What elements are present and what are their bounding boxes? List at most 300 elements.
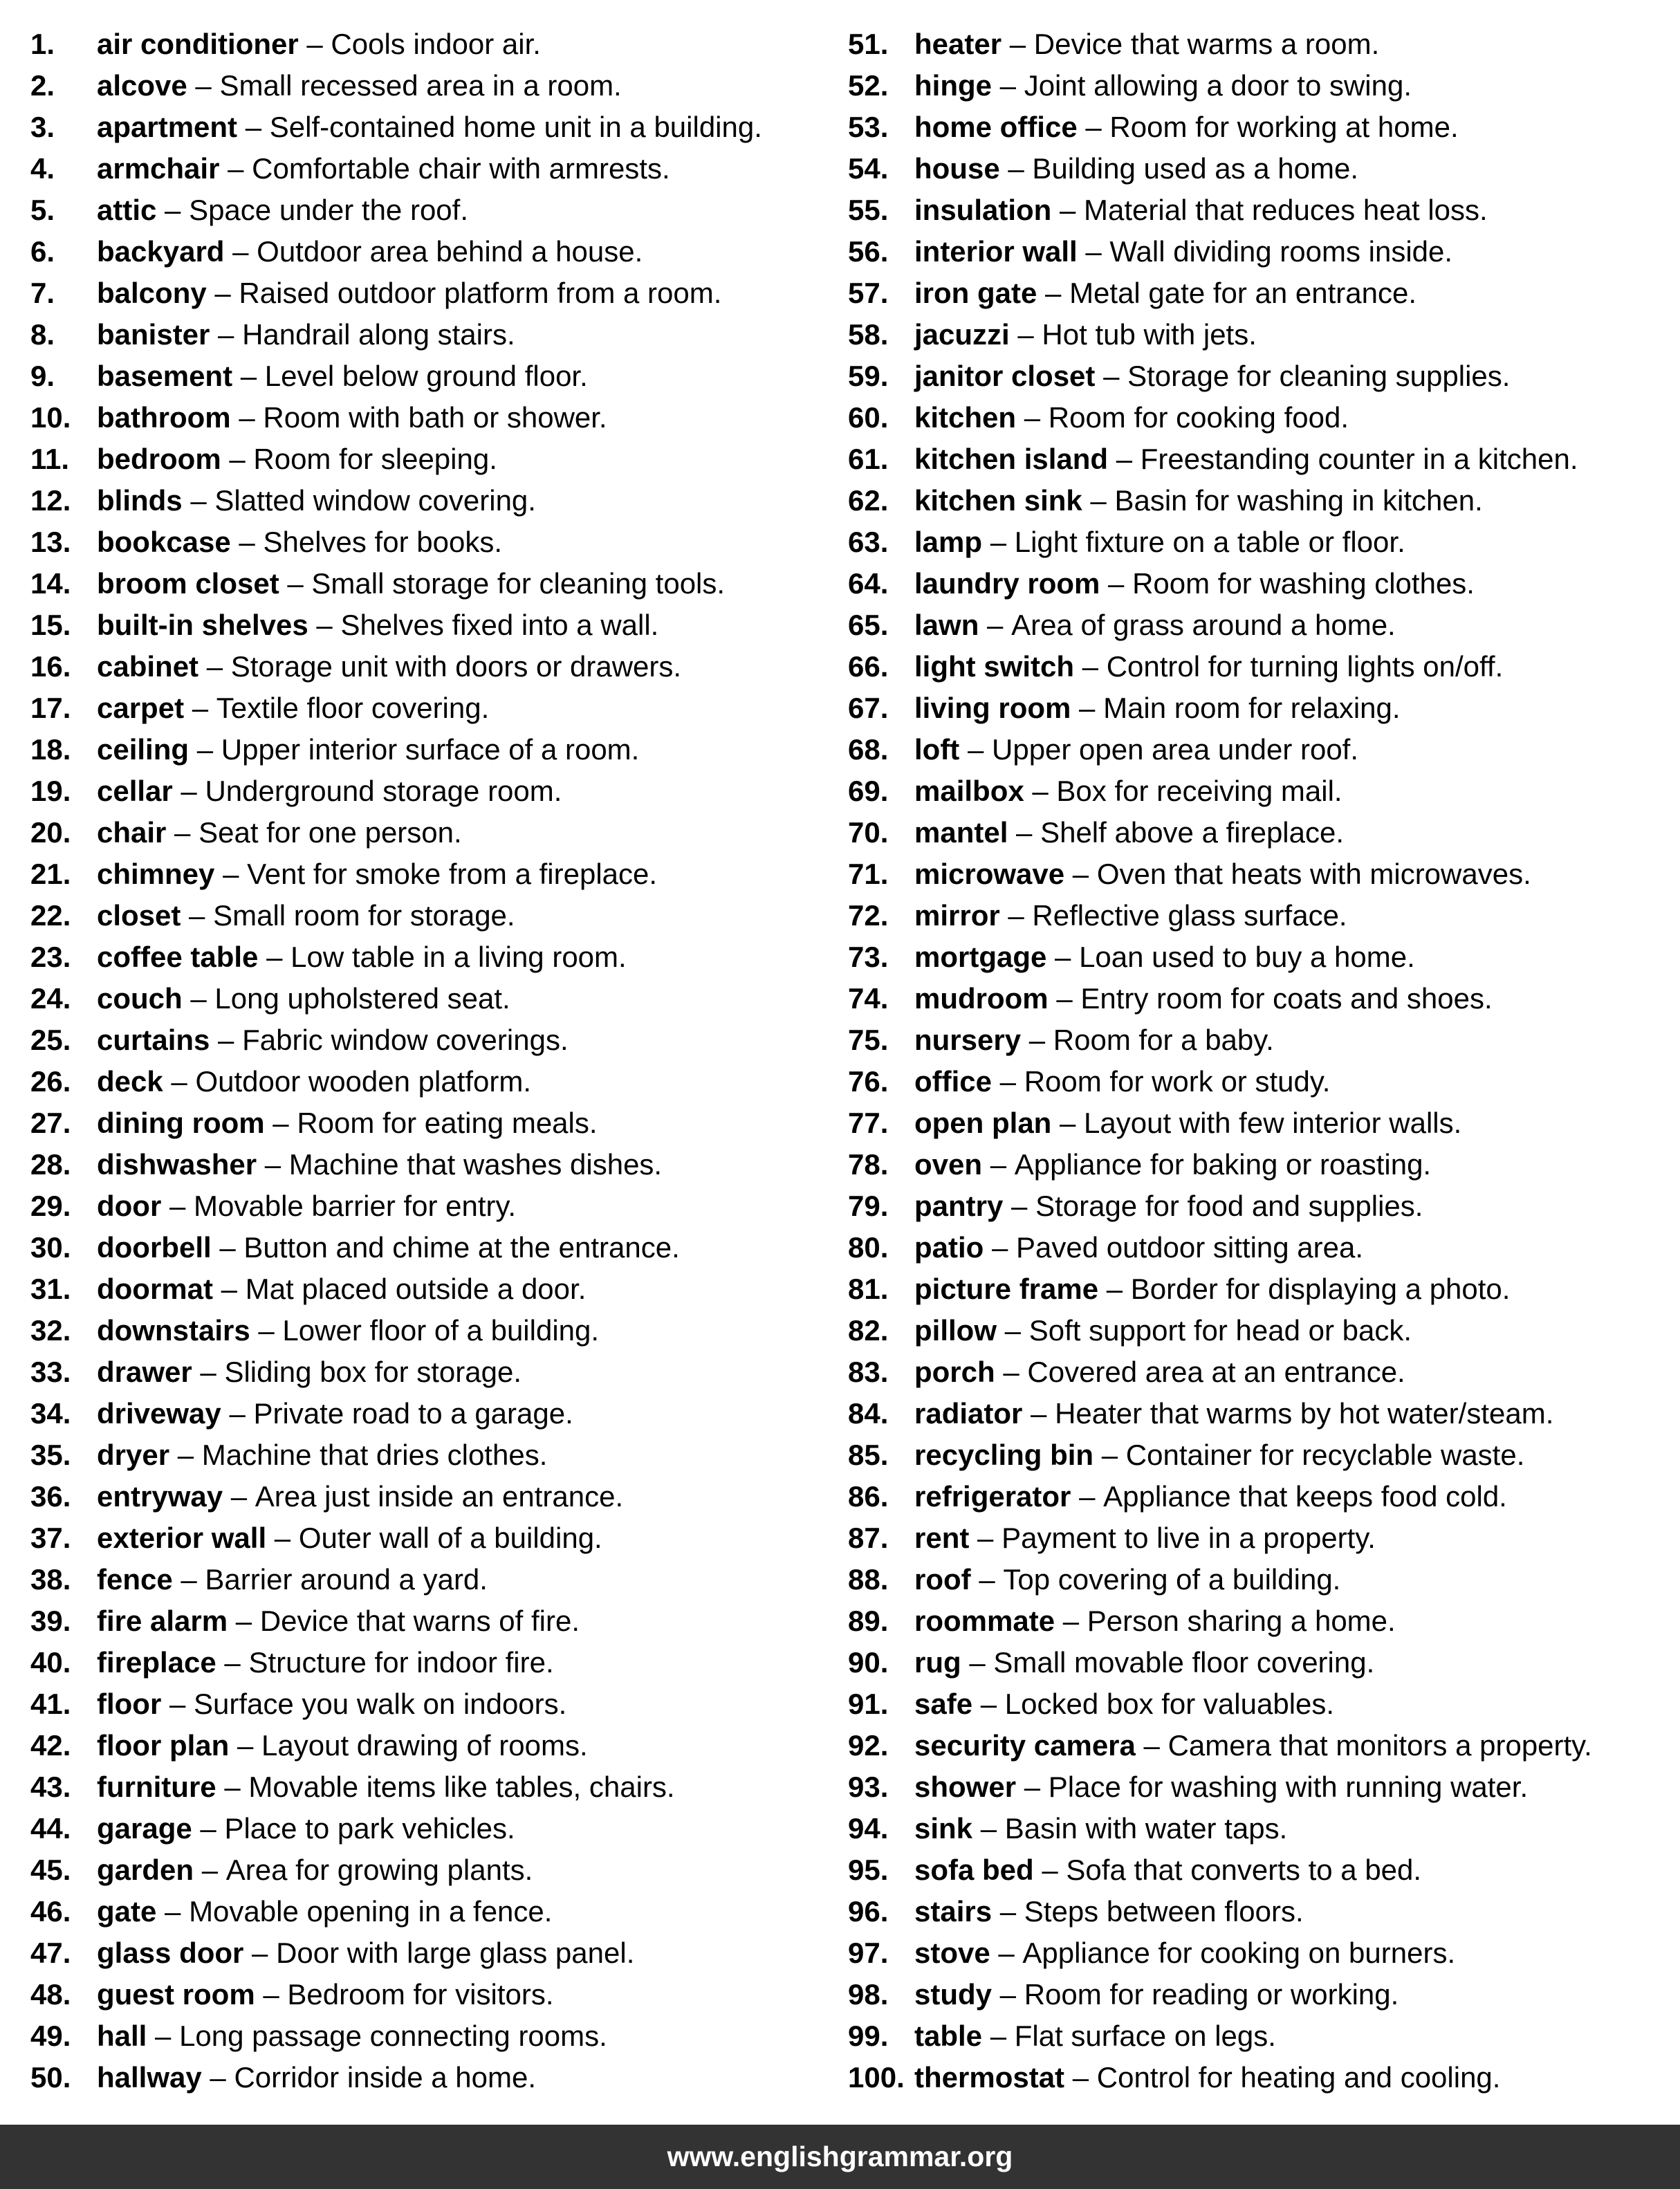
vocabulary-entry [30, 563, 819, 604]
entry-definition: Flat surface on legs. [1014, 2020, 1276, 2052]
entry-definition: Underground storage room. [205, 775, 562, 807]
entry-definition: Basin for washing in kitchen. [1114, 484, 1483, 517]
entry-number: 60. [848, 401, 889, 434]
entry-number: 28. [30, 1148, 71, 1181]
entry-definition: Sliding box for storage. [224, 1356, 522, 1388]
vocabulary-entry [848, 1019, 1664, 1061]
vocabulary-entry [30, 604, 819, 646]
entry-number: 54. [848, 152, 889, 185]
entry-definition: Payment to live in a property. [1001, 1522, 1376, 1554]
entry-separator: – [1077, 111, 1110, 143]
entry-definition: Layout drawing of rooms. [261, 1729, 588, 1762]
entry-number: 46. [30, 1895, 71, 1928]
entry-definition: Light fixture on a table or floor. [1014, 526, 1405, 558]
vocabulary-entry [30, 936, 819, 978]
entry-separator: – [223, 1480, 255, 1513]
entry-term: microwave [914, 858, 1065, 890]
entry-definition: Loan used to buy a home. [1079, 941, 1415, 973]
entry-definition: Top covering of a building. [1003, 1563, 1341, 1596]
entry-separator: – [181, 899, 214, 932]
entry-term: mantel [914, 816, 1008, 849]
entry-definition: Shelf above a fireplace. [1040, 816, 1345, 849]
entry-number: 33. [30, 1356, 71, 1388]
entry-separator: – [266, 1522, 299, 1554]
entry-separator: – [206, 277, 239, 309]
entry-definition: Building used as a home. [1032, 152, 1359, 185]
entry-definition: Entry room for coats and shoes. [1080, 982, 1493, 1015]
entry-separator: – [237, 111, 270, 143]
entry-number: 35. [30, 1439, 71, 1471]
entry-definition: Wall dividing rooms inside. [1109, 235, 1453, 268]
entry-separator: – [161, 1688, 194, 1720]
vocabulary-entry [30, 1891, 819, 1932]
entry-term: driveway [97, 1397, 221, 1430]
entry-definition: Room for a baby. [1053, 1024, 1274, 1056]
entry-definition: Storage for food and supplies. [1035, 1190, 1423, 1222]
entry-term: basement [97, 360, 233, 392]
entry-separator: – [1051, 194, 1084, 226]
entry-separator: – [216, 1771, 249, 1803]
vocabulary-entry [848, 1393, 1664, 1434]
vocabulary-entry [848, 1974, 1664, 2015]
entry-term: dryer [97, 1439, 170, 1471]
entry-definition: Machine that dries clothes. [201, 1439, 548, 1471]
entry-term: exterior wall [97, 1522, 267, 1554]
entry-term: hinge [914, 69, 992, 102]
entry-separator: – [172, 775, 205, 807]
footer-bar [0, 2125, 1680, 2189]
vocabulary-entry [30, 480, 819, 521]
entry-number: 71. [848, 858, 889, 890]
entry-definition: Room with bath or shower. [263, 401, 607, 434]
entry-term: apartment [97, 111, 238, 143]
entry-number: 45. [30, 1854, 71, 1886]
entry-number: 66. [848, 650, 889, 683]
vocabulary-entry [848, 107, 1664, 148]
entry-separator: – [992, 1065, 1024, 1098]
entry-separator: – [999, 152, 1033, 185]
entry-number: 29. [30, 1190, 71, 1222]
vocabulary-entry [848, 1185, 1664, 1227]
entry-term: drawer [97, 1356, 192, 1388]
vocabulary-entry [848, 1559, 1664, 1600]
entry-separator: – [1100, 567, 1133, 600]
entry-term: backyard [97, 235, 225, 268]
entry-number: 99. [848, 2020, 889, 2052]
entry-number: 22. [30, 899, 71, 932]
entry-definition: Hot tub with jets. [1042, 318, 1257, 351]
entry-number: 58. [848, 318, 889, 351]
entry-definition: Main room for relaxing. [1103, 692, 1401, 724]
vocabulary-entry [30, 2015, 819, 2057]
entry-number: 18. [30, 733, 71, 766]
entry-separator: – [211, 1231, 244, 1264]
vocabulary-entry [30, 1725, 819, 1766]
entry-number: 23. [30, 941, 71, 973]
entry-definition: Locked box for valuables. [1004, 1688, 1335, 1720]
entry-definition: Small room for storage. [213, 899, 515, 932]
entry-number: 36. [30, 1480, 71, 1513]
entry-separator: – [1001, 28, 1034, 60]
entry-number: 65. [848, 609, 889, 641]
entry-number: 64. [848, 567, 889, 600]
vocabulary-entry [30, 521, 819, 563]
entry-term: guest room [97, 1978, 255, 2011]
entry-term: dining room [97, 1107, 265, 1139]
entry-term: roof [914, 1563, 971, 1596]
vocabulary-entry [30, 1061, 819, 1102]
entry-separator: – [979, 609, 1012, 641]
entry-number: 14. [30, 567, 71, 600]
entry-definition: Slatted window covering. [214, 484, 536, 517]
entry-number: 69. [848, 775, 889, 807]
entry-definition: Door with large glass panel. [276, 1937, 635, 1969]
entry-definition: Comfortable chair with armrests. [252, 152, 670, 185]
vocabulary-entry [30, 65, 819, 107]
entry-separator: – [1055, 1605, 1087, 1637]
vocabulary-entry [30, 1642, 819, 1683]
entry-separator: – [258, 941, 291, 973]
entry-separator: – [156, 194, 190, 226]
entry-number: 59. [848, 360, 889, 392]
vocabulary-entry [848, 1351, 1664, 1393]
entry-separator: – [1008, 816, 1041, 849]
entry-definition: Room for eating meals. [297, 1107, 598, 1139]
entry-term: fire alarm [97, 1605, 228, 1637]
entry-number: 55. [848, 194, 889, 226]
entry-term: garden [97, 1854, 194, 1886]
entry-definition: Surface you walk on indoors. [194, 1688, 567, 1720]
vocabulary-entry [30, 1683, 819, 1725]
entry-definition: Storage for cleaning supplies. [1127, 360, 1511, 392]
entry-definition: Device that warns of fire. [259, 1605, 580, 1637]
entry-number: 62. [848, 484, 889, 517]
entry-term: open plan [914, 1107, 1052, 1139]
vocabulary-entry [848, 770, 1664, 812]
entry-separator: – [1016, 401, 1049, 434]
entry-number: 87. [848, 1522, 889, 1554]
entry-number: 38. [30, 1563, 71, 1596]
vocabulary-entry [848, 314, 1664, 355]
footer-url[interactable]: www.englishgrammar.org [667, 2141, 1013, 2172]
entry-term: chair [97, 816, 167, 849]
entry-separator: – [169, 1439, 202, 1471]
entry-number: 78. [848, 1148, 889, 1181]
vocabulary-entry [848, 646, 1664, 687]
entry-term: roommate [914, 1605, 1055, 1637]
entry-number: 90. [848, 1646, 889, 1679]
entry-separator: – [982, 2020, 1015, 2052]
entry-term: built-in shelves [97, 609, 308, 641]
vocabulary-entry [30, 1144, 819, 1185]
entry-separator: – [1064, 858, 1097, 890]
entry-definition: Paved outdoor sitting area. [1016, 1231, 1364, 1264]
entry-definition: Seat for one person. [199, 816, 462, 849]
vocabulary-entry [848, 397, 1664, 438]
entry-number: 81. [848, 1273, 889, 1305]
entry-term: mirror [914, 899, 1000, 932]
entry-separator: – [194, 1854, 226, 1886]
entry-definition: Person sharing a home. [1087, 1605, 1396, 1637]
vocabulary-entry [848, 1808, 1664, 1849]
entry-term: door [97, 1190, 162, 1222]
vocabulary-entry [848, 1102, 1664, 1144]
vocabulary-entry [30, 190, 819, 231]
entry-definition: Cools indoor air. [331, 28, 541, 60]
entry-separator: – [1074, 650, 1107, 683]
entry-separator: – [224, 235, 257, 268]
entry-definition: Small storage for cleaning tools. [311, 567, 726, 600]
entry-separator: – [298, 28, 331, 60]
entry-separator: – [255, 1978, 288, 2011]
entry-separator: – [221, 443, 254, 475]
entry-term: cellar [97, 775, 173, 807]
entry-number: 26. [30, 1065, 71, 1098]
entry-separator: – [163, 1065, 196, 1098]
entry-number: 2. [30, 69, 55, 102]
entry-separator: – [982, 1148, 1015, 1181]
vocabulary-entry [848, 148, 1664, 190]
entry-separator: – [1135, 1729, 1168, 1762]
entry-number: 47. [30, 1937, 71, 1969]
entry-separator: – [192, 1812, 225, 1845]
entry-separator: – [1009, 318, 1042, 351]
entry-separator: – [1077, 235, 1110, 268]
entry-number: 92. [848, 1729, 889, 1762]
vocabulary-entry [30, 1559, 819, 1600]
entry-term: insulation [914, 194, 1052, 226]
entry-separator: – [279, 567, 312, 600]
entry-number: 82. [848, 1314, 889, 1347]
entry-number: 34. [30, 1397, 71, 1430]
entry-separator: – [172, 1563, 205, 1596]
entry-separator: – [210, 1024, 243, 1056]
entry-number: 8. [30, 318, 55, 351]
entry-term: jacuzzi [914, 318, 1010, 351]
entry-number: 43. [30, 1771, 71, 1803]
entry-number: 98. [848, 1978, 889, 2011]
entry-number: 85. [848, 1439, 889, 1471]
entry-definition: Camera that monitors a property. [1167, 1729, 1592, 1762]
entry-definition: Freestanding counter in a kitchen. [1140, 443, 1578, 475]
entry-term: mudroom [914, 982, 1049, 1015]
entry-definition: Raised outdoor platform from a room. [239, 277, 722, 309]
entry-definition: Outer wall of a building. [298, 1522, 602, 1554]
entry-term: hall [97, 2020, 147, 2052]
vocabulary-entry [30, 1019, 819, 1061]
entry-number: 10. [30, 401, 71, 434]
entry-term: thermostat [914, 2061, 1065, 2094]
entry-term: rent [914, 1522, 970, 1554]
entry-term: garage [97, 1812, 192, 1845]
entry-number: 80. [848, 1231, 889, 1264]
vocabulary-entry [848, 1517, 1664, 1559]
entry-term: bookcase [97, 526, 231, 558]
entry-separator: – [1082, 484, 1115, 517]
entry-term: broom closet [97, 567, 279, 600]
entry-definition: Level below ground floor. [264, 360, 588, 392]
entry-number: 75. [848, 1024, 889, 1056]
entry-separator: – [1021, 1024, 1053, 1056]
entry-term: kitchen [914, 401, 1017, 434]
entry-separator: – [1046, 941, 1080, 973]
entry-number: 19. [30, 775, 71, 807]
vocabulary-entry [30, 1227, 819, 1268]
entry-separator: – [228, 1605, 260, 1637]
entry-definition: Layout with few interior walls. [1084, 1107, 1462, 1139]
entry-separator: – [1064, 2061, 1097, 2094]
entry-definition: Device that warms a room. [1033, 28, 1380, 60]
entry-separator: – [213, 1273, 246, 1305]
vocabulary-entry [30, 24, 819, 65]
entry-number: 49. [30, 2020, 71, 2052]
entry-separator: – [243, 1937, 277, 1969]
entry-definition: Appliance for baking or roasting. [1014, 1148, 1432, 1181]
entry-separator: – [210, 318, 243, 351]
entry-term: lawn [914, 609, 979, 641]
entry-term: deck [97, 1065, 163, 1098]
entry-number: 63. [848, 526, 889, 558]
entry-term: refrigerator [914, 1480, 1071, 1513]
entry-term: bathroom [97, 401, 231, 434]
entry-number: 67. [848, 692, 889, 724]
vocabulary-entry [30, 1517, 819, 1559]
entry-separator: – [182, 484, 215, 517]
entry-definition: Room for work or study. [1024, 1065, 1331, 1098]
entry-separator: – [219, 152, 252, 185]
entry-term: pillow [914, 1314, 997, 1347]
vocabulary-entry [30, 438, 819, 480]
entry-definition: Box for receiving mail. [1056, 775, 1342, 807]
entry-term: iron gate [914, 277, 1037, 309]
entry-definition: Heater that warms by hot water/steam. [1055, 1397, 1554, 1430]
vocabulary-entry [848, 480, 1664, 521]
entry-number: 42. [30, 1729, 71, 1762]
entry-definition: Low table in a living room. [290, 941, 627, 973]
entry-definition: Border for displaying a photo. [1130, 1273, 1511, 1305]
entry-separator: – [257, 1148, 289, 1181]
vocabulary-entry [30, 646, 819, 687]
entry-separator: – [216, 1646, 249, 1679]
entry-number: 9. [30, 360, 55, 392]
entry-number: 84. [848, 1397, 889, 1430]
entry-definition: Fabric window coverings. [242, 1024, 569, 1056]
entry-number: 77. [848, 1107, 889, 1139]
vocabulary-entry [848, 65, 1664, 107]
entry-definition: Movable barrier for entry. [194, 1190, 517, 1222]
entry-separator: – [992, 1895, 1024, 1928]
vocabulary-entry [848, 1683, 1664, 1725]
entry-definition: Upper interior surface of a room. [221, 733, 640, 766]
vocabulary-entry [848, 895, 1664, 936]
entry-number: 88. [848, 1563, 889, 1596]
entry-definition: Room for washing clothes. [1132, 567, 1475, 600]
entry-number: 44. [30, 1812, 71, 1845]
entry-separator: – [1098, 1273, 1131, 1305]
entry-definition: Room for working at home. [1109, 111, 1459, 143]
entry-separator: – [1093, 1439, 1126, 1471]
entry-number: 6. [30, 235, 55, 268]
vocabulary-entry [30, 314, 819, 355]
entry-term: picture frame [914, 1273, 1099, 1305]
entry-number: 20. [30, 816, 71, 849]
vocabulary-entry [848, 1227, 1664, 1268]
entry-definition: Area for growing plants. [225, 1854, 533, 1886]
entry-number: 68. [848, 733, 889, 766]
entry-number: 16. [30, 650, 71, 683]
entry-term: furniture [97, 1771, 216, 1803]
entry-number: 70. [848, 816, 889, 849]
entry-definition: Lower floor of a building. [282, 1314, 600, 1347]
entry-term: curtains [97, 1024, 210, 1056]
entry-term: laundry room [914, 567, 1100, 600]
entry-term: couch [97, 982, 183, 1015]
vocabulary-entry [848, 438, 1664, 480]
entry-term: stairs [914, 1895, 993, 1928]
entry-separator: – [161, 1190, 194, 1222]
entry-term: safe [914, 1688, 973, 1720]
entry-term: doormat [97, 1273, 213, 1305]
vocabulary-entry [30, 1351, 819, 1393]
entry-term: dishwasher [97, 1148, 257, 1181]
entry-term: carpet [97, 692, 185, 724]
entry-term: gate [97, 1895, 157, 1928]
entry-definition: Covered area at an entrance. [1027, 1356, 1405, 1388]
vocabulary-entry [848, 1144, 1664, 1185]
entry-definition: Machine that washes dishes. [288, 1148, 663, 1181]
entry-term: mortgage [914, 941, 1047, 973]
vocabulary-entry [30, 1185, 819, 1227]
entry-term: shower [914, 1771, 1017, 1803]
entry-definition: Shelves fixed into a wall. [340, 609, 659, 641]
entry-term: doorbell [97, 1231, 212, 1264]
vocabulary-entry [848, 2057, 1664, 2098]
entry-number: 3. [30, 111, 55, 143]
entry-term: porch [914, 1356, 995, 1388]
vocabulary-entry [30, 770, 819, 812]
entry-separator: – [192, 1356, 225, 1388]
entry-definition: Small recessed area in a room. [219, 69, 622, 102]
entry-definition: Material that reduces heat loss. [1084, 194, 1488, 226]
vocabulary-entry [848, 521, 1664, 563]
entry-definition: Movable items like tables, chairs. [248, 1771, 675, 1803]
entry-definition: Area of grass around a home. [1011, 609, 1396, 641]
vocabulary-entry [848, 853, 1664, 895]
entry-term: heater [914, 28, 1002, 60]
entry-definition: Appliance that keeps food cold. [1103, 1480, 1507, 1513]
entry-number: 51. [848, 28, 889, 60]
vocabulary-entry [848, 1061, 1664, 1102]
entry-definition: Long upholstered seat. [214, 982, 510, 1015]
entry-term: office [914, 1065, 993, 1098]
entry-definition: Joint allowing a door to swing. [1024, 69, 1412, 102]
vocabulary-entry [848, 2015, 1664, 2057]
entry-number: 100. [848, 2061, 905, 2094]
entry-number: 89. [848, 1605, 889, 1637]
entry-definition: Bedroom for visitors. [287, 1978, 554, 2011]
entry-term: kitchen island [914, 443, 1109, 475]
entry-definition: Upper open area under roof. [992, 733, 1359, 766]
entry-number: 94. [848, 1812, 889, 1845]
entry-term: study [914, 1978, 993, 2011]
entry-term: floor [97, 1688, 162, 1720]
entry-definition: Place for washing with running water. [1048, 1771, 1529, 1803]
vocabulary-entry [848, 687, 1664, 729]
entry-term: cabinet [97, 650, 199, 683]
entry-term: janitor closet [914, 360, 1096, 392]
entry-definition: Container for recyclable waste. [1125, 1439, 1525, 1471]
entry-separator: – [990, 1937, 1023, 1969]
